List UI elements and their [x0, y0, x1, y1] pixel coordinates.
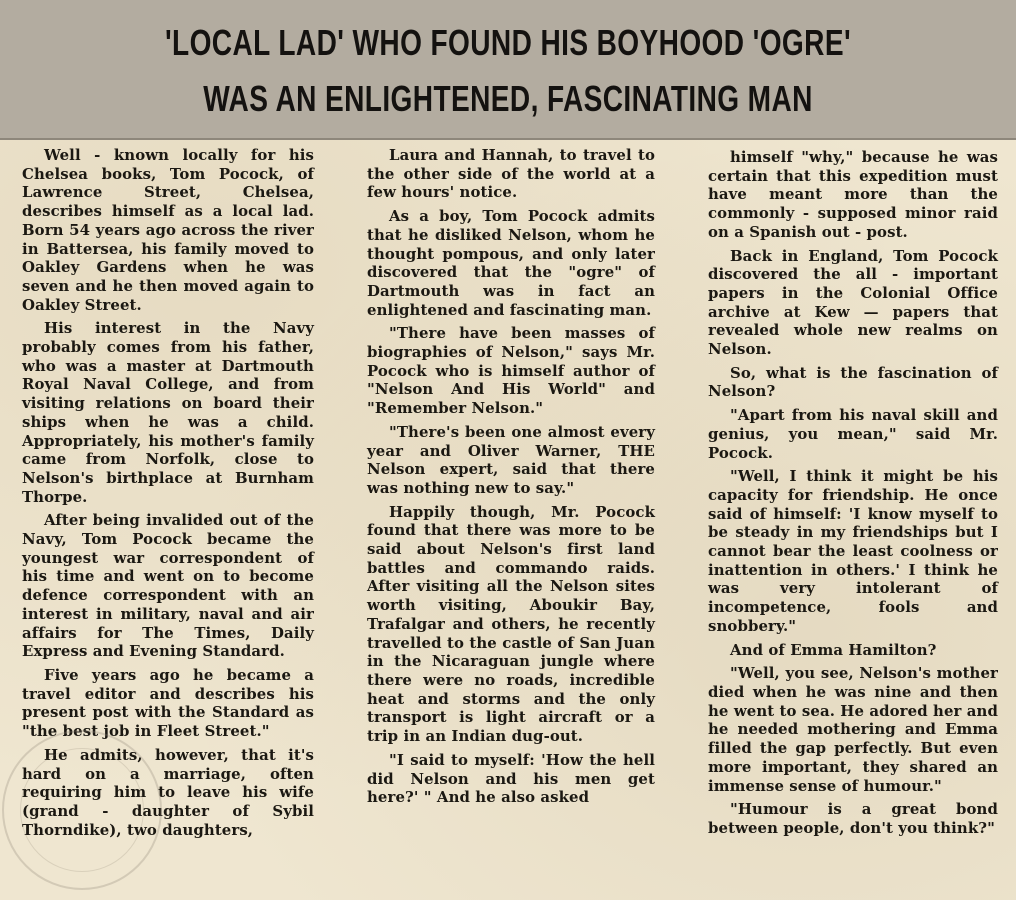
paragraph: Happily though, Mr. Pocock found that there was more to be said about Nelson's first land battles and commando raids. After visiting all the Nelson sites worth visiting, Aboukir Bay, Trafalgar and others, he recently travelled to the castle of San Juan in the Nicaraguan jungle where there were no roads, incredible heat and storms and the only transport is light aircraft or a trip in an Indian dug-out. [367, 502, 655, 746]
paragraph: Laura and Hannah, to travel to the other side of the world at a few hours' notice. [367, 146, 655, 202]
paragraph: "Well, I think it might be his capacity for friendship. He once said of himself: 'I know myself to be steady in my friendships but I cannot bear the least coolness or inattention in others.' I think he was very intolerant of incompetence, fools and snobbery." [708, 467, 998, 635]
paragraph: And of Emma Hamilton? [730, 640, 937, 659]
headline-line-1: 'LOCAL LAD' WHO FOUND HIS BOYHOOD 'OGRE' [164, 22, 852, 63]
paragraph: So, what is the fascination of Nelson? [708, 363, 998, 401]
paragraph: "Humour is a great bond between people, don't you think?" [708, 800, 998, 837]
paragraph: Well - known locally for his Chelsea books, Tom Pocock, of Lawrence Street, Chelsea, describes himself as a local lad. Born 54 years ago across the river in Battersea, his family moved to Oakley Gardens when he was seven and he then moved again to Oakley Street. [22, 146, 314, 314]
paragraph: "Well, you see, Nelson's mother died when he was nine and then he went to sea. He adored her and he needed mothering and Emma filled the gap perfectly. But even more important, they shared an immense sense of humour." [708, 664, 998, 795]
faint-archive-stamp [2, 730, 162, 890]
paragraph: himself "why," because he was certain that this expedition must have meant more than the commonly - supposed minor raid on a Spanish out - post. [708, 148, 998, 241]
paragraph: "Apart from his naval skill and genius, you mean," said Mr. Pocock. [708, 406, 998, 462]
paragraph: After being invalided out of the Navy, Tom Pocock became the youngest war correspondent of his time and went on to become defence correspondent with an interest in military, naval and air affairs for The Times, Daily Express and Evening Standard. [22, 511, 314, 661]
paragraph: "I said to myself: 'How the hell did Nelson and his men get here?' " And he also asked [367, 750, 655, 807]
paragraph: "There have been masses of biographies of Nelson," says Mr. Pocock who is himself author of "Nelson And His World" and "Remember Nelson." [367, 324, 655, 418]
paragraph: His interest in the Navy probably comes from his father, who was a master at Dartmouth Royal Naval College, and from visiting relations on board their ships when he was a child. Appropriately, his mother's family came from Norfolk, close to Nelson's birthplace at Burnham Thorpe. [22, 319, 314, 506]
headline-line-2: WAS AN ENLIGHTENED, FASCINATING MAN [203, 78, 813, 119]
article-column-2 [367, 146, 655, 812]
paragraph: As a boy, Tom Pocock admits that he disliked Nelson, whom he thought pompous, and only later discovered that the "ogre" of Dartmouth was in fact an enlightened and fascinating man. [367, 207, 655, 319]
paragraph: "There's been one almost every year and Oliver Warner, THE Nelson expert, said that there was nothing new to say." [367, 422, 655, 497]
paragraph: Five years ago he became a travel editor and describes his present post with the Standard as "the best job in Fleet Street." [22, 665, 314, 741]
paragraph: Back in England, Tom Pocock discovered the all - important papers in the Colonial Office archive at Kew — papers that revealed whole new realms on Nelson. [708, 246, 998, 359]
paragraph: He admits, however, that it's hard on a marriage, often requiring him to leave his wife (grand - daughter of Sybil Thorndike), two daughters, [22, 745, 314, 839]
headline-banner [0, 0, 1016, 140]
article-column-3 [708, 148, 998, 843]
